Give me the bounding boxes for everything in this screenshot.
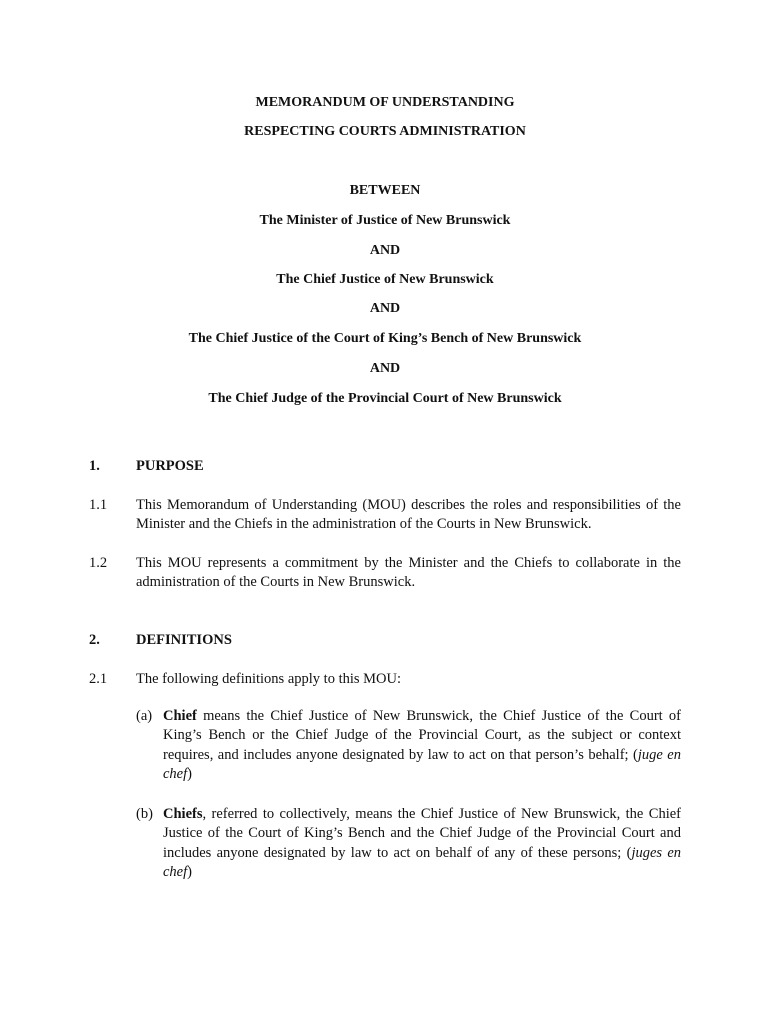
- definition-a-body: means the Chief Justice of New Brunswick, the Chief Justice of the Court of King’s Bench or the Chief Judge of the Provincial Court, as the subject or context requires, and includes anyone designated by law to act on that person’s behalf; (: [163, 708, 681, 763]
- and-separator-2: AND: [369, 301, 401, 316]
- definition-b-term: Chiefs: [163, 806, 203, 822]
- definition-a-french-term: juge en chef: [163, 746, 681, 782]
- between-heading: BETWEEN: [349, 183, 421, 198]
- definition-b-french-term: juges en chef: [163, 844, 682, 880]
- party-chief-judge-provincial: The Chief Judge of the Provincial Court of New Brunswick: [208, 391, 562, 406]
- definition-b-closing: ): [187, 863, 192, 880]
- party-chief-justice-kings-bench: The Chief Justice of the Court of King’s Bench of New Brunswick: [188, 331, 582, 346]
- party-minister: The Minister of Justice of New Brunswick: [259, 213, 511, 228]
- section-1-title: PURPOSE: [136, 458, 204, 474]
- definition-b-text: [163, 805, 681, 882]
- definition-a-term: Chief: [163, 708, 197, 724]
- definition-a-closing: ): [187, 765, 192, 782]
- section-2-title: DEFINITIONS: [136, 632, 232, 648]
- and-separator-1: AND: [369, 243, 401, 258]
- party-chief-justice-nb: The Chief Justice of New Brunswick: [276, 272, 494, 287]
- document-title-line-2: RESPECTING COURTS ADMINISTRATION: [244, 124, 526, 139]
- paragraph-1-2-text: This MOU represents a commitment by the Minister and the Chiefs to collaborate in the administration of the Courts in New Brunswick.: [136, 555, 681, 590]
- paragraph-1-1-number: 1.1: [89, 497, 108, 513]
- definition-b-body: , referred to collectively, means the Chief Justice of New Brunswick, the Chief Justice of the Court of King’s Bench and the Chief Judge of the Provincial Court and includes anyone designated by law to act on behalf of any of these persons; (: [163, 806, 681, 861]
- section-1-number: 1.: [89, 458, 100, 474]
- paragraph-2-1-text: The following definitions apply to this MOU:: [136, 671, 402, 687]
- and-separator-3: AND: [369, 361, 401, 376]
- paragraph-1-1-text: This Memorandum of Understanding (MOU) describes the roles and responsibilities of the Minister and the Chiefs in the administration of the Courts in New Brunswick.: [136, 497, 681, 532]
- definition-b-label: (b): [136, 806, 153, 822]
- definition-a-label: (a): [136, 708, 153, 724]
- section-2-number: 2.: [89, 632, 100, 648]
- paragraph-2-1-number: 2.1: [89, 671, 108, 687]
- paragraph-1-2-number: 1.2: [89, 555, 108, 571]
- document-title-line-1: MEMORANDUM OF UNDERSTANDING: [255, 95, 515, 110]
- definition-a-text: [163, 707, 681, 784]
